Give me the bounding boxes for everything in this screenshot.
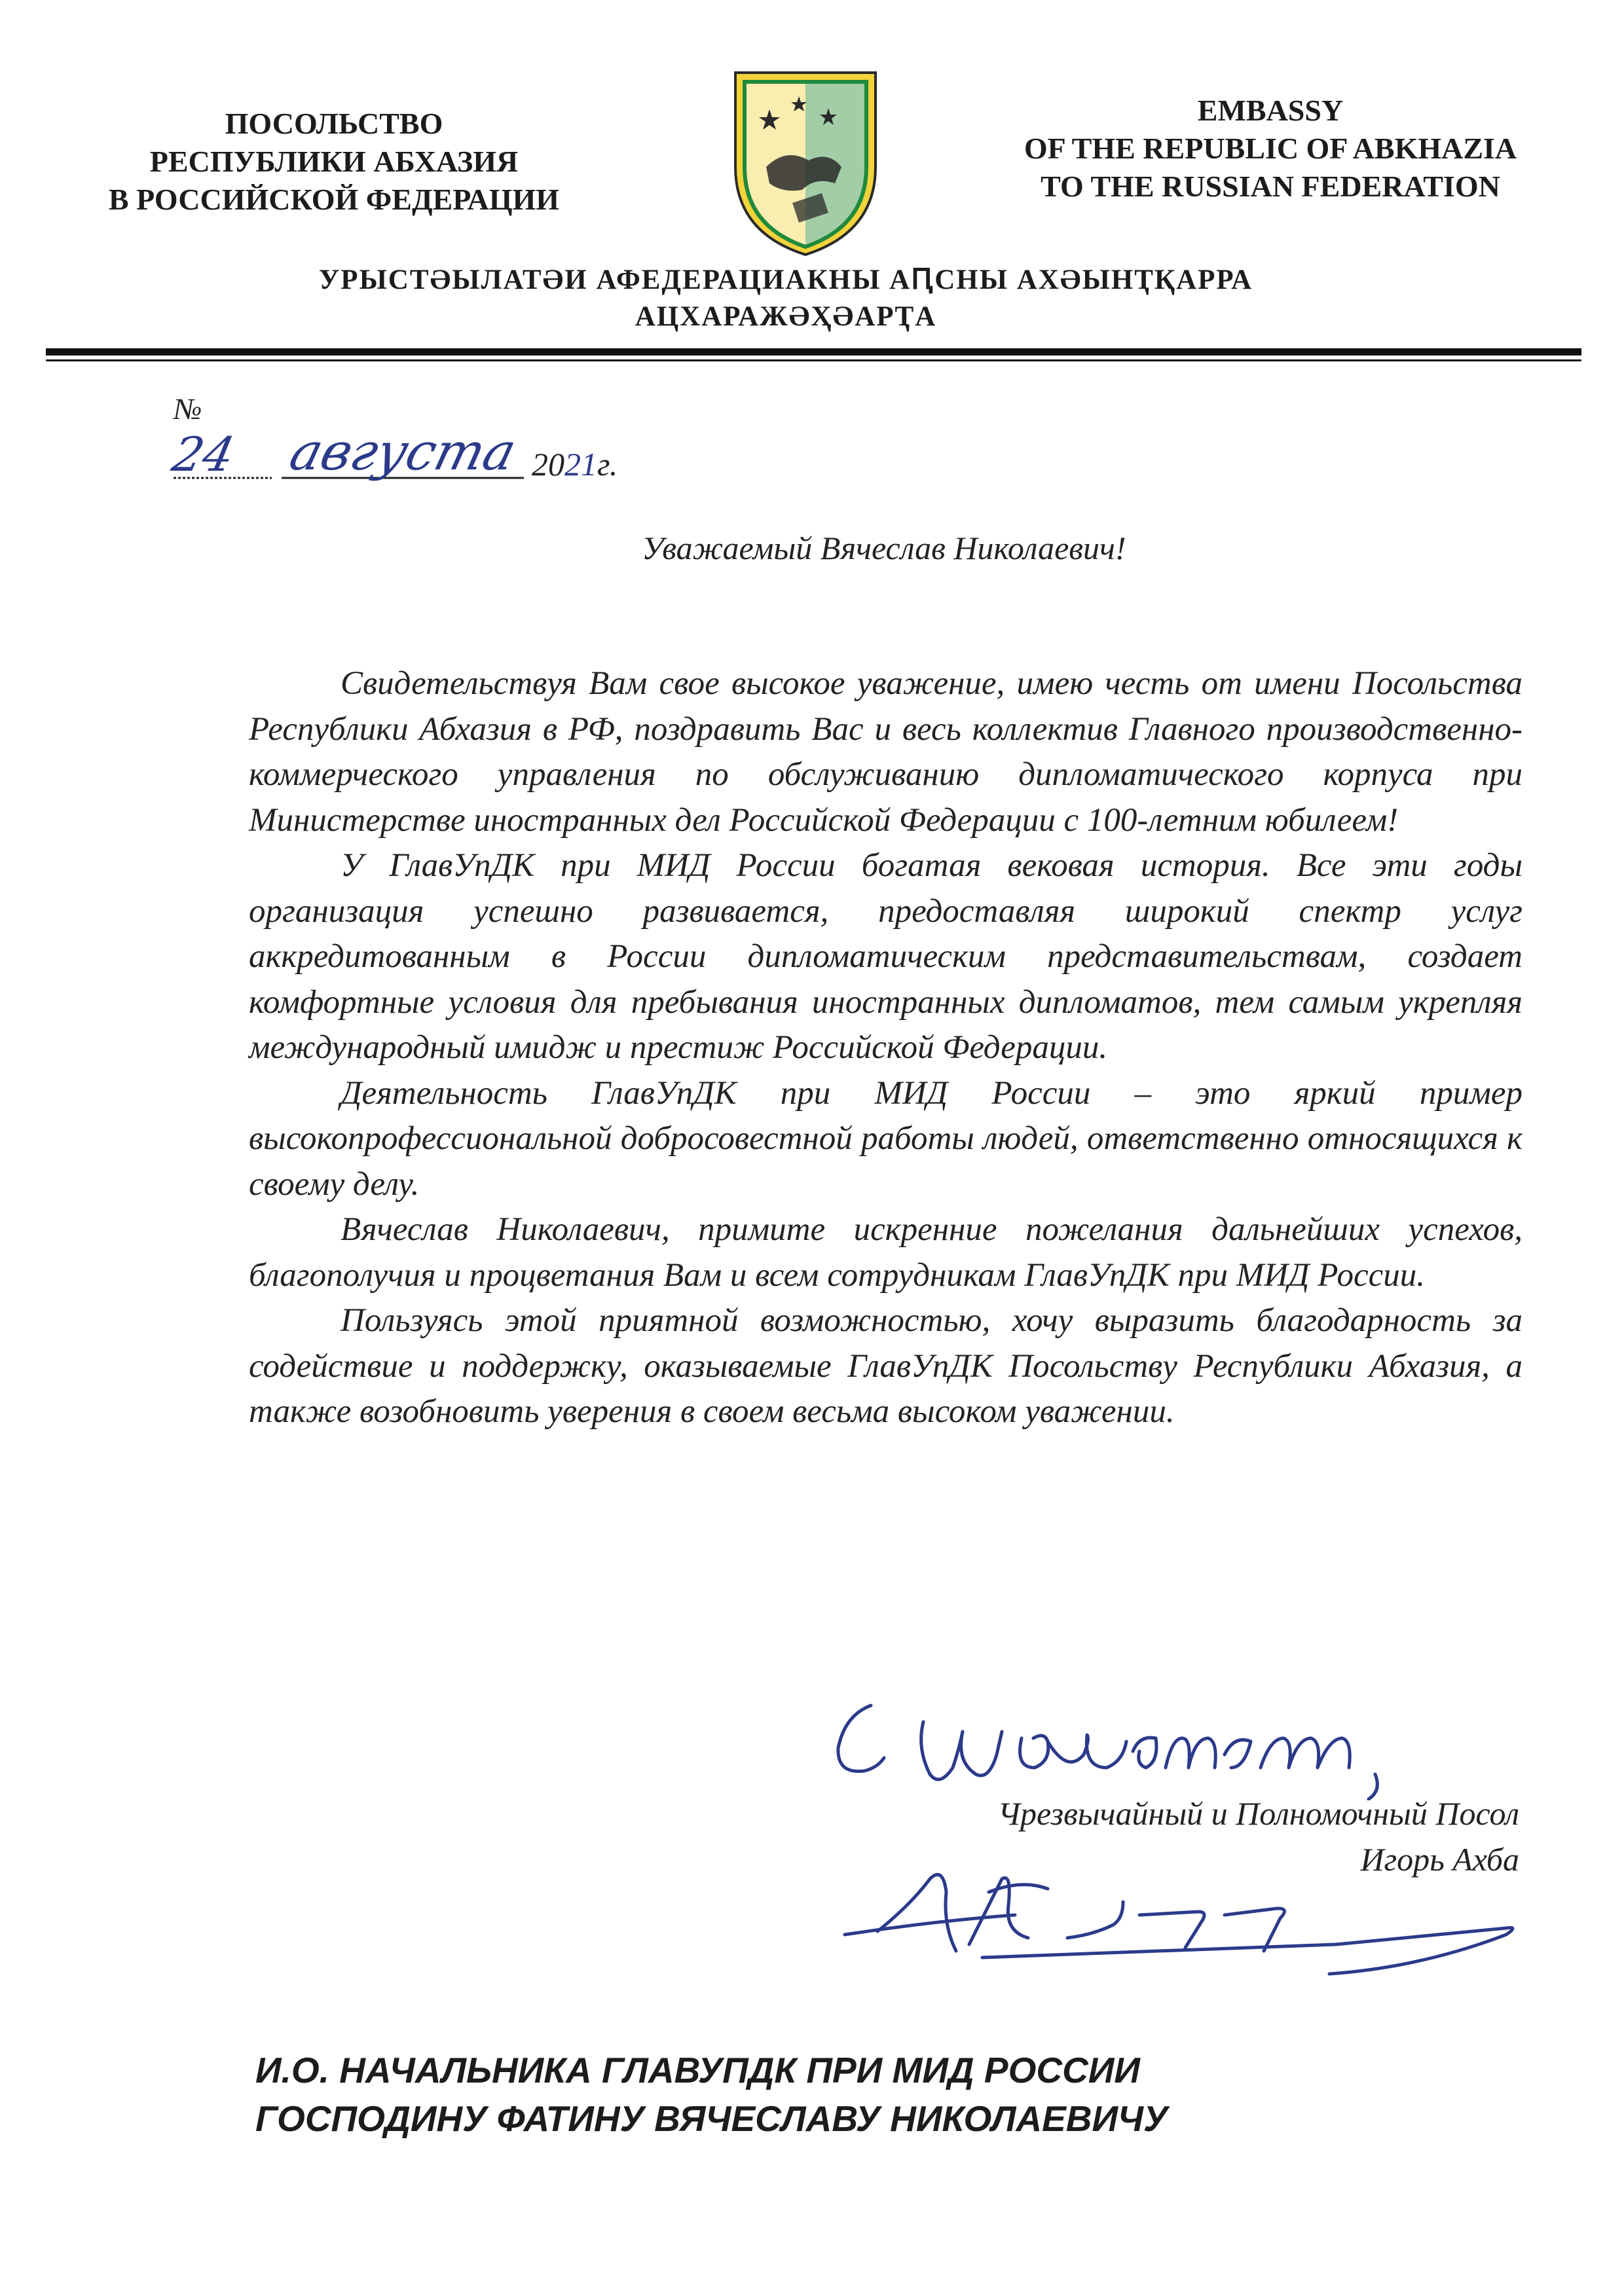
addressee-block <box>255 2046 1500 2143</box>
header-en-line: OF THE REPUBLIC OF ABKHAZIA <box>1024 132 1517 165</box>
addressee-line: ГОСПОДИНУ ФАТИНУ ВЯЧЕСЛАВУ НИКОЛАЕВИЧУ <box>255 2098 1168 2139</box>
header-ab-line: АЦХАРАЖӘҲӘАРҬА <box>635 301 937 332</box>
header-en-line: EMBASSY <box>1197 94 1344 127</box>
date-month: августа <box>284 423 522 482</box>
header-ru-line: В РОССИЙСКОЙ ФЕДЕРАЦИИ <box>108 183 560 216</box>
letter-body <box>249 661 1522 1435</box>
header-ru-line: ПОСОЛЬСТВО <box>225 107 443 140</box>
signer-title: Чрезвычайный и Полномочный Посол <box>997 1795 1519 1832</box>
salutation: Уважаемый Вячеслав Николаевич! <box>642 530 1126 566</box>
coat-of-arms-icon <box>730 69 881 259</box>
header-divider-thin <box>46 359 1581 361</box>
paragraph: У ГлавУпДК при МИД России богатая вековая история. Все эти годы организация успешно развивается, предоставляя широкий спектр услуг аккредитованным в России дипломатическим представительствам, создает комфортные условия для пребывания иностранных дипломатов, тем самым укрепляя международный имидж и престиж Российской Федерации. <box>249 847 1522 1066</box>
paragraph: Деятельность ГлавУпДК при МИД России – это яркий пример высокопрофессиональной добросовестной работы людей, ответственно относящихся к своему делу. <box>249 1074 1522 1203</box>
paragraph: Вячеслав Николаевич, примите искренние пожелания дальнейших успехов, благополучия и процветания Вам и всем сотрудникам ГлавУпДК при МИД России. <box>249 1211 1522 1294</box>
header-en <box>969 92 1572 206</box>
reference-number-label: № <box>174 392 202 426</box>
header-ru-line: РЕСПУБЛИКИ АБХАЗИЯ <box>149 145 519 178</box>
signature <box>832 1853 1552 1984</box>
handwritten-closing <box>825 1676 1473 1800</box>
date-year-printed: 20 <box>532 446 564 483</box>
date-year <box>532 445 618 483</box>
addressee-line: И.О. НАЧАЛЬНИКА ГЛАВУПДК ПРИ МИД РОССИИ <box>255 2050 1140 2090</box>
header-ru <box>72 105 596 219</box>
paragraph: Свидетельствуя Вам свое высокое уважение, имею честь от имени Посольства Республики Абхазия в РФ, поздравить Вас и весь коллектив Главного производственно-коммерческого управления по обслуживанию дипломатического корпуса при Министерстве иностранных дел Российской Федерации с 100-летним юбилеем! <box>249 665 1522 839</box>
header-divider <box>46 348 1581 355</box>
date-day: 24 <box>168 427 240 482</box>
signer-name: Игорь Ахба <box>1360 1841 1519 1878</box>
date-year-suffix: г. <box>597 446 618 483</box>
header-ab-line: УРЫСТӘЫЛАТӘИ АФЕДЕРАЦИАКНЫ АԤСНЫ АХӘЫНҬҚАРРА <box>318 264 1253 295</box>
header-en-line: TO THE RUSSIAN FEDERATION <box>1041 170 1500 203</box>
header-ab <box>164 262 1408 335</box>
paragraph: Пользуясь этой приятной возможностью, хочу выразить благодарность за содействие и поддержку, оказываемые ГлавУпДК Посольству Республики Абхазия, а также возобновить уверения в своем весьма высоком уважении. <box>249 1302 1522 1430</box>
date-year-hand: 21 <box>564 446 597 483</box>
